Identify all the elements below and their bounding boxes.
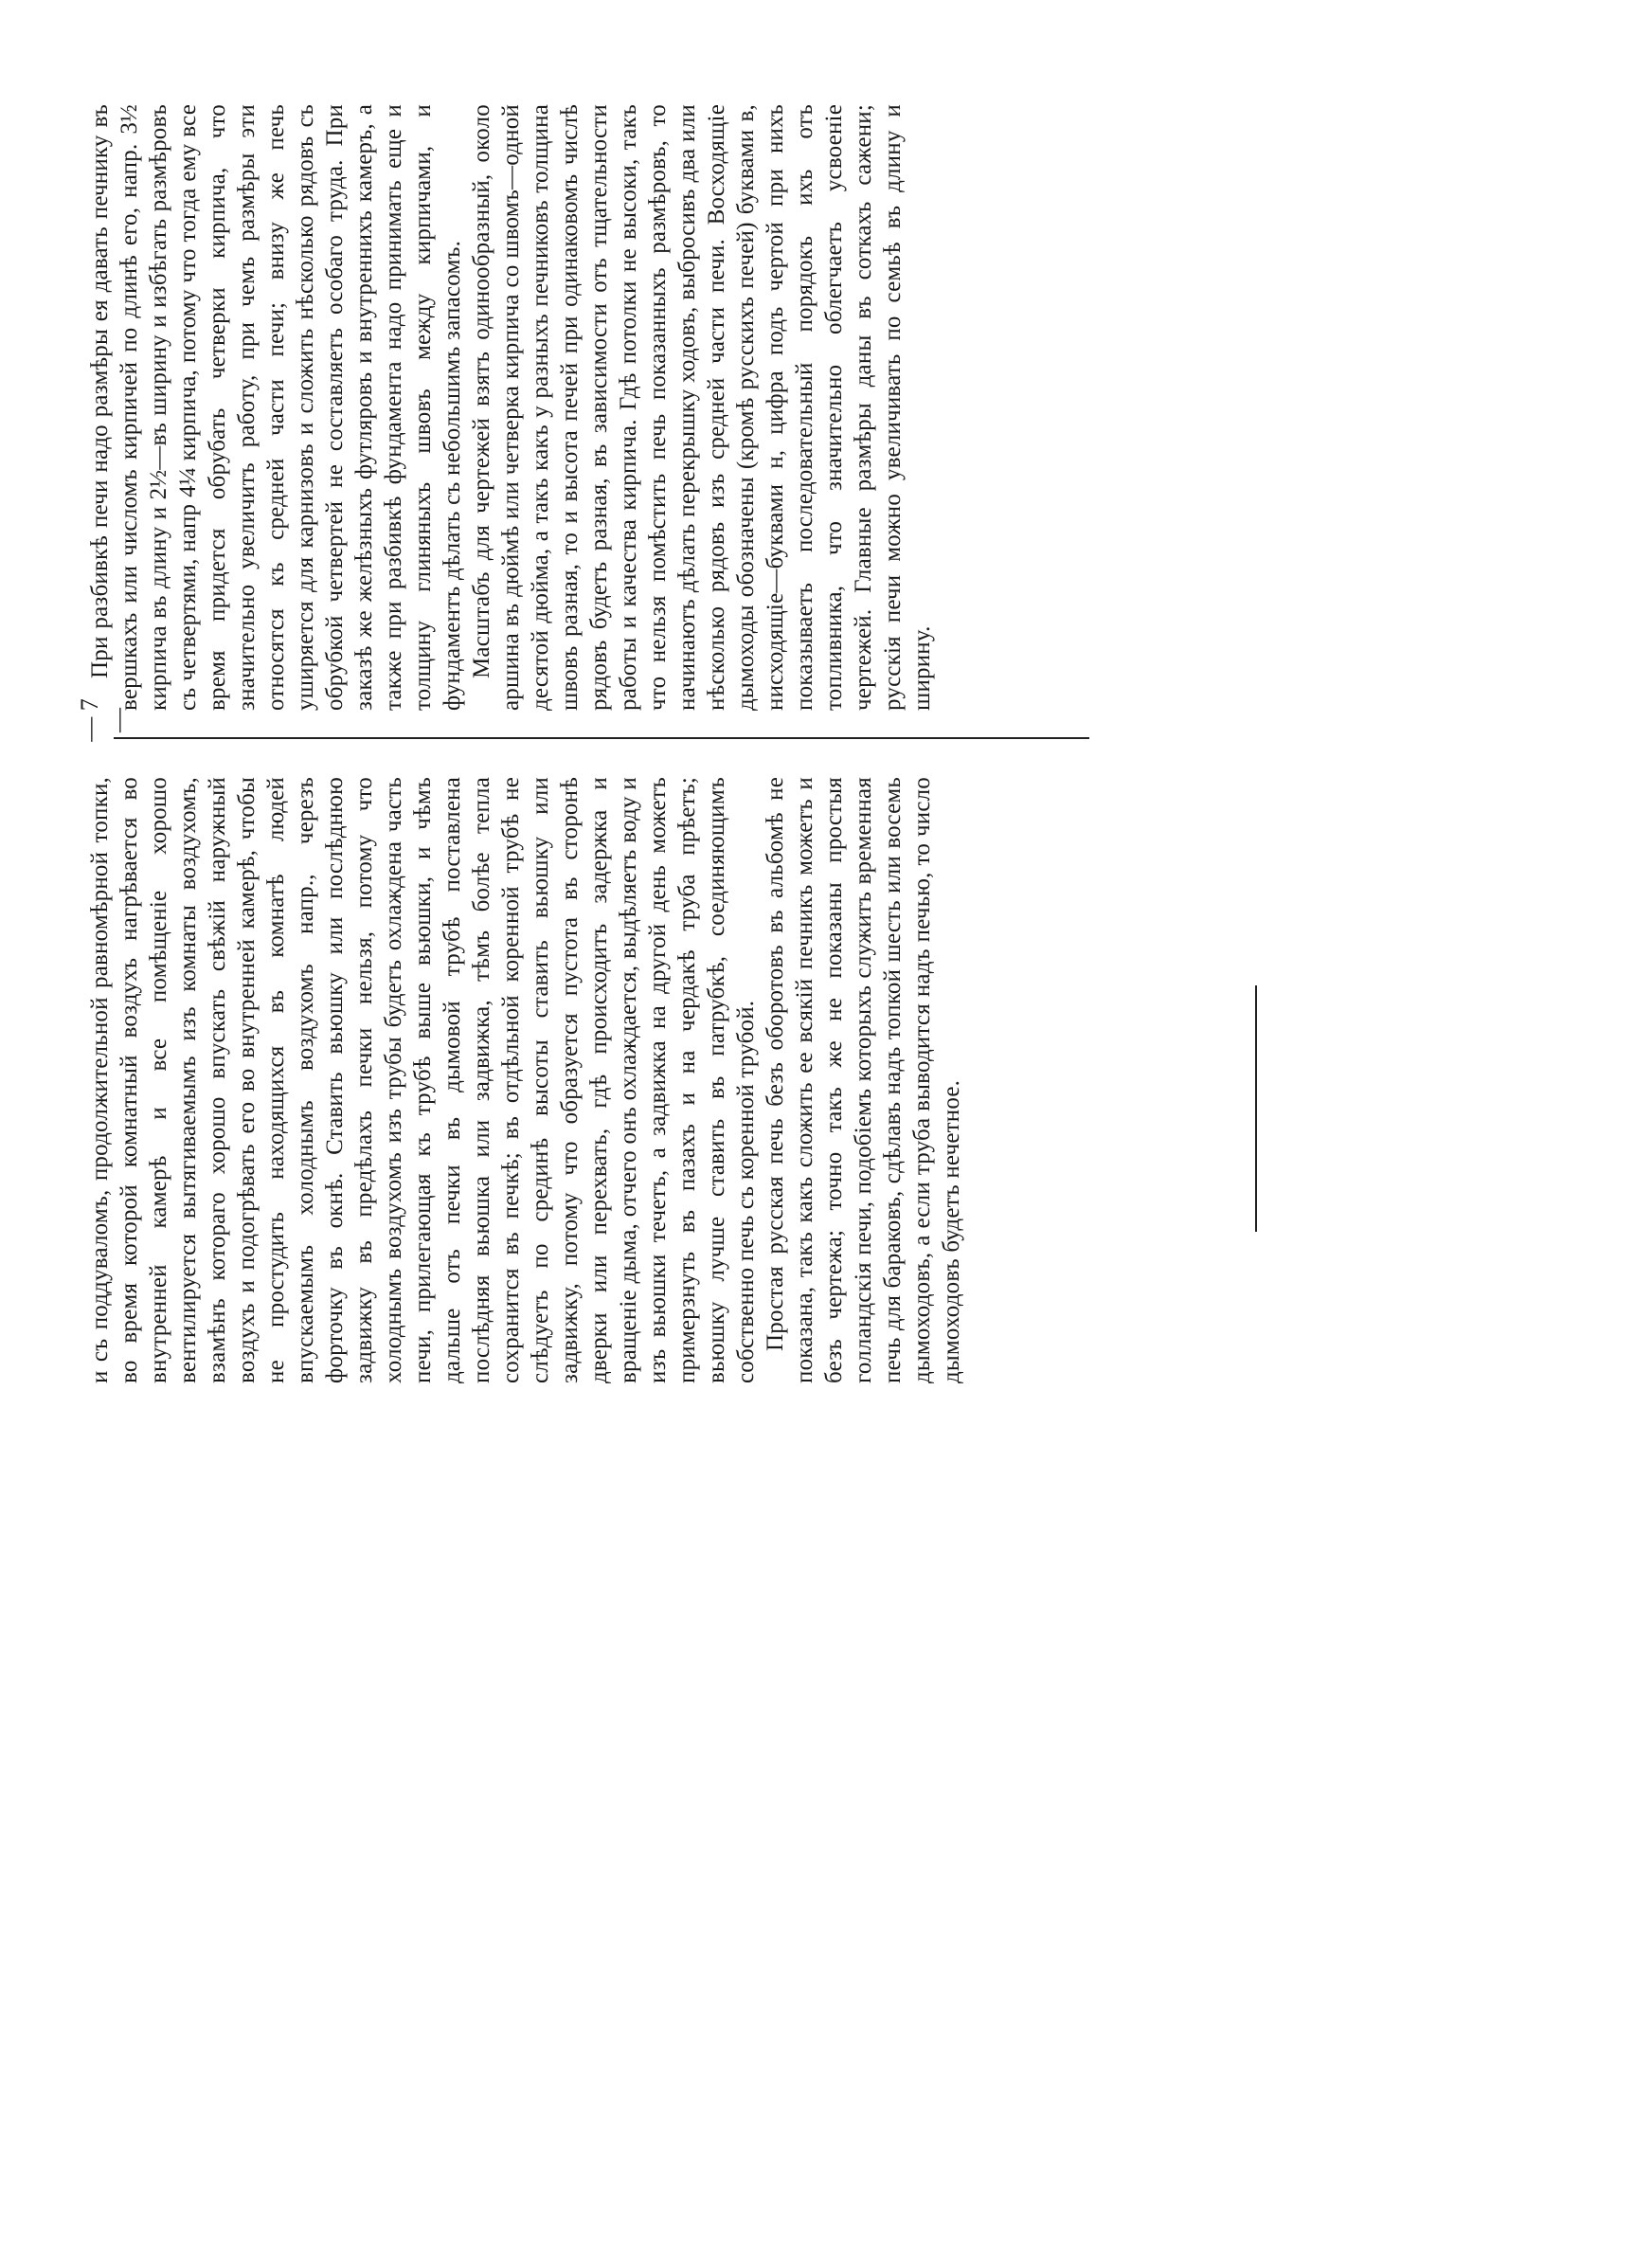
page-number: — 7 — — [76, 698, 132, 742]
paragraph: Масштабъ для чертежей взятъ одинообразный, около аршина въ дюймѣ или четверка кирпича со швомъ—одной десятой дюйма, а такъ какъ у разныхъ печниковъ толщина швовъ разная, то и высота печей при одинаковомъ числѣ рядовъ будетъ разная, въ зависимости отъ тщательности работы и качества кирпича. Гдѣ потолки не высоки, такъ что нельзя помѣстить печь показанныхъ размѣровъ, то начинаютъ дѣлать перекрышку ходовъ, выбросивъ два или нѣсколько рядовъ изъ средней части печи. Восходящіе дымоходы обозначены (кромѣ русскихъ печей) буквами в, нисходящіе—буквами н, цифра подъ чертой при нихъ показываетъ последовательный порядокъ ихъ отъ топливника, что значительно облегчаетъ усвоеніе чертежей. Главные размѣры даны въ соткахъ сажени; русскія печи можно увеличивать по семьѣ въ длину и ширину. — [469, 104, 935, 711]
paragraph: Простая русская печь безъ оборотовъ въ альбомѣ не показана, такъ какъ сложить ее всякій печникъ можетъ и безъ чертежа; точно такъ же не показаны простыя голландскія печи, подобіемъ которыхъ служитъ временная печь для бараковъ, сдѣлавъ надъ топкой шесть или восемь дымоходовъ, а если труба выводится надъ печью, то число дымоходовъ будетъ нечетное. — [763, 777, 964, 1383]
rotated-page-content — [76, 95, 1165, 1383]
left-text-column — [85, 777, 1108, 1383]
end-rule — [1255, 985, 1257, 1232]
paragraph: При разбивкѣ печи надо размѣры ея давать печнику въ вершкахъ или числомъ кирпичей по длинѣ его, напр. 3½ кирпича въ длину и 2½—въ ширину и избѣгать размѣровъ съ четвертями, напр 4¼ кирпича, потому что тогда ему все время придется обрубать четверки кирпича, что значительно увеличитъ работу, при чемъ размѣры эти относятся къ средней части печи; внизу же печь уширяется для карнизовъ и сложить нѣсколько рядовъ съ обрубкой четвертей не составляетъ особаго труда. При заказѣ же желѣзныхъ футляровъ и внутреннихъ камеръ, а также при разбивкѣ фундамента надо принимать еще и толщину глиняныхъ швовъ между кирпичами, и фундаментъ дѣлать съ небольшимъ запасомъ. — [87, 104, 465, 711]
right-text-column — [85, 104, 1108, 711]
paragraph: и съ поддуваломъ, продолжительной равномѣрной топки, во время которой комнатный воздухъ нагрѣвается во внутренней камерѣ и все помѣщеніе хорошо вентилируется вытягиваемымъ изъ комнаты воздухомъ, взамѣнъ котораго хорошо впускать свѣжій наружный воздухъ и подогрѣвать его во внутренней камерѣ, чтобы не простудить находящихся въ комнатѣ людей впускаемымъ холоднымъ воздухомъ напр., черезъ форточку въ окнѣ. Ставить вьюшку или послѣднюю задвижку въ предѣлахъ печки нельзя, потому что холоднымъ воздухомъ изъ трубы будетъ охлаждена часть печи, прилегающая къ трубѣ выше вьюшки, и чѣмъ дальше отъ печки въ дымовой трубѣ поставлена послѣдняя вьюшка или задвижка, тѣмъ болѣе тепла сохранится въ печкѣ; въ отдѣльной коренной трубѣ не слѣдуетъ по срединѣ высоты ставить вьюшку или задвижку, потому что образуется пустота въ сторонѣ дверки или перехвать, гдѣ происходитъ задержка и вращеніе дыма, отчего онъ охлаждается, выдѣляетъ воду и изъ вьюшки течетъ, а задвижка на другой день можетъ примерзнуть въ пазахъ и на чердакѣ труба прѣетъ; вьюшку лучше ставить въ патрубкѣ, соединяющимъ собственно печь съ коренной трубой. — [87, 777, 759, 1383]
column-divider — [114, 737, 1089, 739]
